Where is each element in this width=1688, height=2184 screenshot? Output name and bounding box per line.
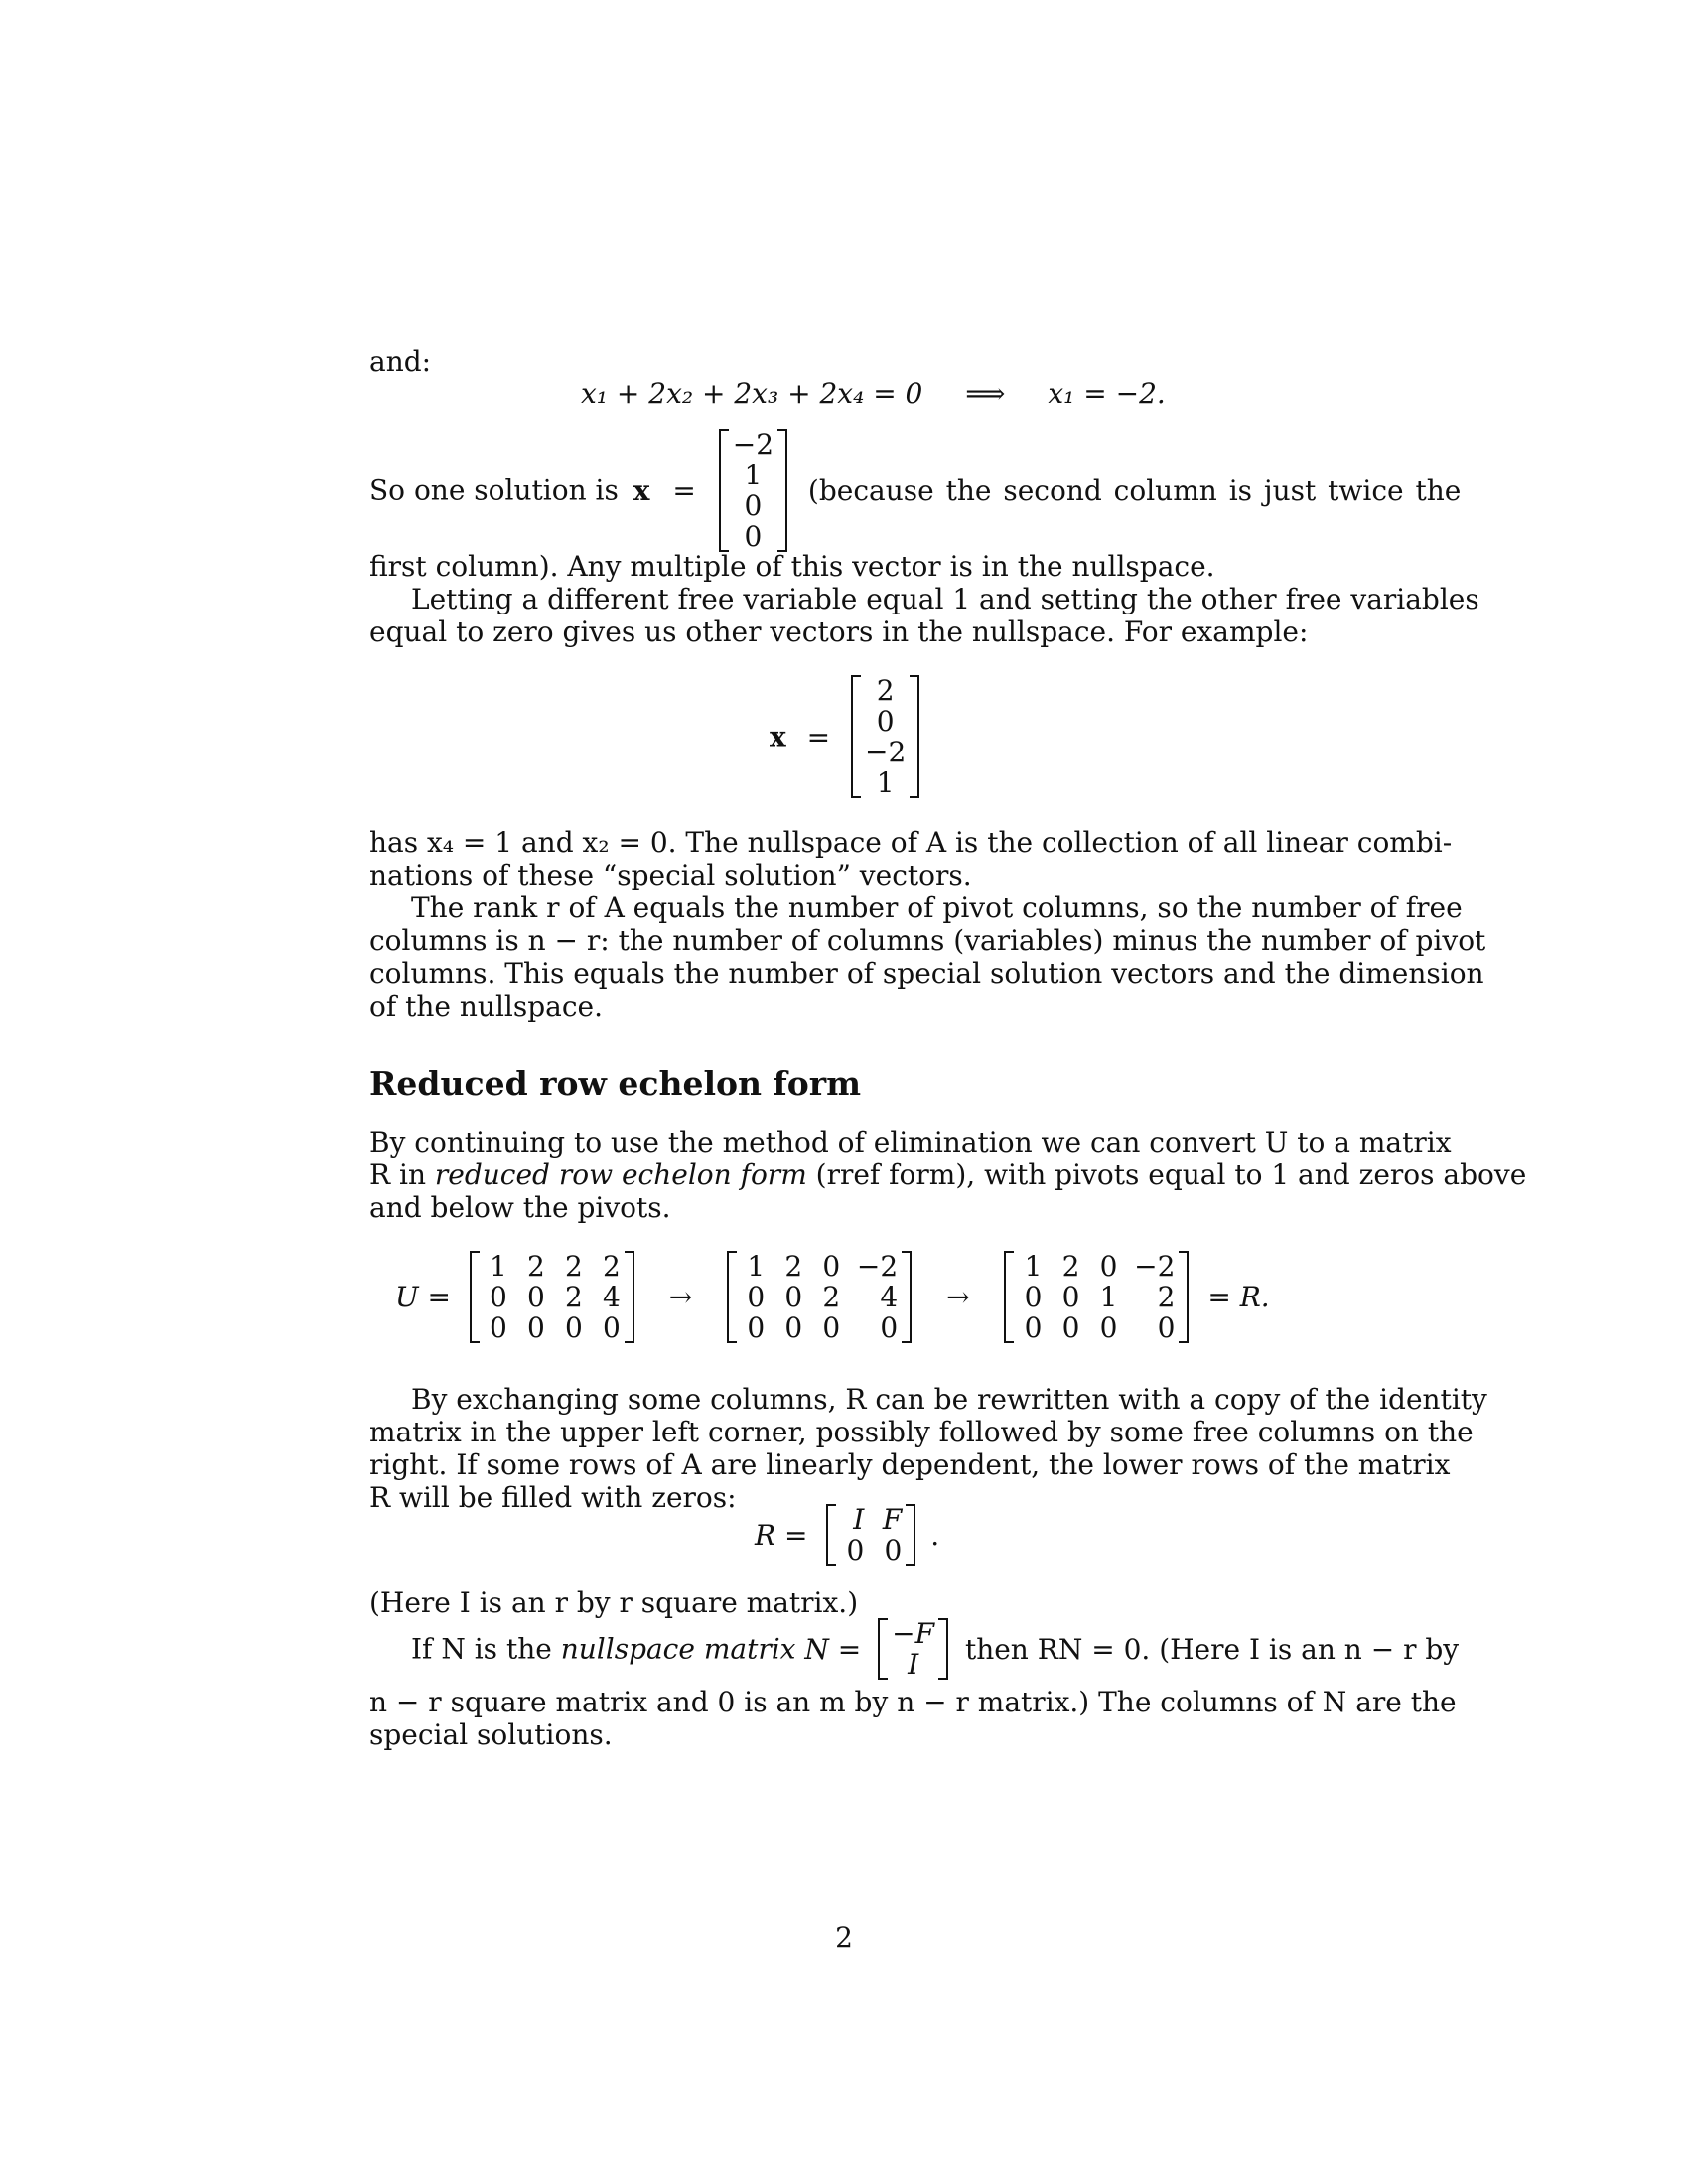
matrix-entry: I	[853, 1503, 865, 1536]
matrix-entry: 0	[1099, 1250, 1118, 1283]
matrix-entry: −2	[856, 1250, 899, 1283]
matrix-entry: 2	[565, 1281, 583, 1313]
vector-entry: 1	[876, 766, 895, 799]
vector-entry: 1	[744, 459, 763, 491]
text-here: (Here I is an r by r square matrix.)	[369, 1586, 859, 1619]
matrix-entry: 0	[565, 1311, 583, 1344]
vector-entry: 2	[876, 674, 895, 707]
text-null-3: special solutions.	[369, 1718, 613, 1751]
text-exchange-2: matrix in the upper left corner, possibly followed by some free columns on the	[369, 1416, 1474, 1448]
matrix-entry: 2	[784, 1250, 803, 1283]
matrix-entry: 0	[1157, 1311, 1176, 1344]
solution-2	[770, 675, 919, 798]
matrix-entry: 0	[527, 1311, 545, 1344]
matrix-entry: 2	[1157, 1281, 1176, 1313]
matrix-entry: 0	[747, 1281, 766, 1313]
matrix-entry: 4	[880, 1281, 899, 1313]
matrix-entry: 1	[490, 1250, 507, 1283]
matrix-entry: −2	[1134, 1250, 1176, 1283]
matrix-entry: 1	[747, 1250, 766, 1283]
text-exchange-3: right. If some rows of A are linearly dependent, the lower rows of the matrix	[369, 1448, 1451, 1481]
vector-entry: I	[908, 1648, 919, 1681]
matrix-entry: 2	[822, 1281, 841, 1313]
matrix-entry: 0	[1061, 1281, 1080, 1313]
matrix-entry: 1	[1024, 1250, 1043, 1283]
text-has-1: has x₄ = 1 and x₂ = 0. The nullspace of A is the collection of all linear combi-	[369, 826, 1453, 859]
term-rref: reduced row echelon form	[434, 1159, 807, 1191]
text-continue-2c: (rref form), with pivots equal to 1 and zeros above	[815, 1159, 1527, 1191]
text-continue-1: By continuing to use the method of elimination we can convert U to a matrix	[369, 1126, 1452, 1159]
matrix-entry: 0	[1061, 1311, 1080, 1344]
text-null-d: then RN = 0. (Here I is an n − r by	[964, 1632, 1460, 1666]
matrix-r	[1004, 1251, 1189, 1343]
vector-entry: −F	[892, 1617, 935, 1650]
text-and: and:	[369, 345, 432, 378]
text-rank-3: columns. This equals the number of special solution vectors and the dimension	[369, 957, 1484, 990]
text-rank-4: of the nullspace.	[369, 990, 603, 1023]
matrix-entry: 0	[784, 1281, 803, 1313]
text-continue-2a: R in	[369, 1159, 426, 1191]
r-block-lhs: R =	[755, 1518, 808, 1552]
implies-symbol: ⟹	[965, 377, 1006, 410]
page-number: 2	[835, 1921, 853, 1954]
matrix-entry: 0	[490, 1281, 507, 1313]
text-rank-1: The rank r of A equals the number of pivot columns, so the number of free	[411, 891, 1463, 924]
equation-1	[581, 377, 1166, 410]
nullspace-vector	[878, 1618, 948, 1680]
text-continue-3: and below the pivots.	[369, 1191, 671, 1224]
equation-1-lhs: x₁ + 2x₂ + 2x₃ + 2x₄ = 0	[581, 377, 923, 410]
vector-entry: 0	[744, 489, 763, 522]
equation-1-rhs: x₁ = −2.	[1048, 377, 1166, 410]
solution-2-equals: =	[806, 720, 831, 753]
matrix-entry: 2	[527, 1250, 545, 1283]
r-block-equation	[755, 1504, 939, 1566]
matrix-entry: 0	[747, 1311, 766, 1344]
term-nullspace-matrix: nullspace matrix	[560, 1632, 796, 1666]
vector-entry: 0	[876, 705, 895, 738]
rref-rhs: = R.	[1207, 1281, 1270, 1313]
text-null-c: N =	[804, 1632, 862, 1666]
text-exchange-4: R will be filled with zeros:	[369, 1481, 737, 1514]
matrix-step-2	[727, 1251, 912, 1343]
solution-1	[369, 429, 1461, 552]
matrix-entry: F	[882, 1503, 903, 1536]
text-has-2: nations of these “special solution” vectors.	[369, 859, 972, 891]
matrix-entry: 0	[880, 1311, 899, 1344]
vector-entry: 0	[744, 520, 763, 553]
solution-1-suffix: (because the second column is just twice the	[807, 474, 1462, 507]
text-first-column: first column). Any multiple of this vector is in the nullspace.	[369, 550, 1215, 583]
arrow-1: →	[668, 1281, 693, 1313]
solution-1-prefix: So one solution is	[369, 474, 619, 507]
matrix-entry: 0	[822, 1311, 841, 1344]
matrix-entry: 0	[1024, 1311, 1043, 1344]
text-rank-2: columns is n − r: the number of columns (variables) minus the number of pivot	[369, 924, 1486, 957]
text-letting-2: equal to zero gives us other vectors in the nullspace. For example:	[369, 615, 1309, 648]
section-heading: Reduced row echelon form	[369, 1064, 862, 1103]
matrix-entry: 0	[784, 1311, 803, 1344]
matrix-entry: 0	[1024, 1281, 1043, 1313]
rref-lhs: U =	[395, 1281, 451, 1313]
text-null-2: n − r square matrix and 0 is an m by n − r matrix.) The columns of N are the	[369, 1686, 1457, 1718]
solution-2-vector	[851, 675, 919, 798]
matrix-entry: 0	[884, 1534, 903, 1567]
arrow-2: →	[946, 1281, 970, 1313]
vector-entry: −2	[864, 736, 907, 768]
text-letting-1: Letting a different free variable equal 1 and setting the other free variables	[411, 583, 1479, 615]
matrix-entry: 0	[603, 1311, 621, 1344]
solution-2-var: x	[770, 720, 786, 753]
solution-1-equals: =	[672, 474, 696, 507]
text-null-a: If N is the	[411, 1632, 552, 1666]
matrix-entry: 2	[603, 1250, 621, 1283]
matrix-entry: 0	[1099, 1311, 1118, 1344]
solution-1-var: x	[633, 474, 650, 507]
r-block-end: .	[930, 1518, 940, 1552]
matrix-u	[470, 1251, 634, 1343]
matrix-entry: 0	[846, 1534, 865, 1567]
matrix-entry: 4	[603, 1281, 621, 1313]
rref-equation	[395, 1251, 1270, 1343]
r-block-matrix	[826, 1504, 915, 1566]
matrix-entry: 0	[490, 1311, 507, 1344]
text-exchange-1: By exchanging some columns, R can be rewritten with a copy of the identity	[411, 1383, 1487, 1416]
text-continue-2	[369, 1159, 1527, 1191]
matrix-entry: 0	[527, 1281, 545, 1313]
matrix-entry: 2	[1061, 1250, 1080, 1283]
nullspace-matrix-line	[411, 1618, 1459, 1680]
matrix-entry: 1	[1099, 1281, 1118, 1313]
matrix-entry: 2	[565, 1250, 583, 1283]
vector-entry: −2	[732, 428, 774, 461]
solution-1-vector	[719, 429, 787, 552]
matrix-entry: 0	[822, 1250, 841, 1283]
